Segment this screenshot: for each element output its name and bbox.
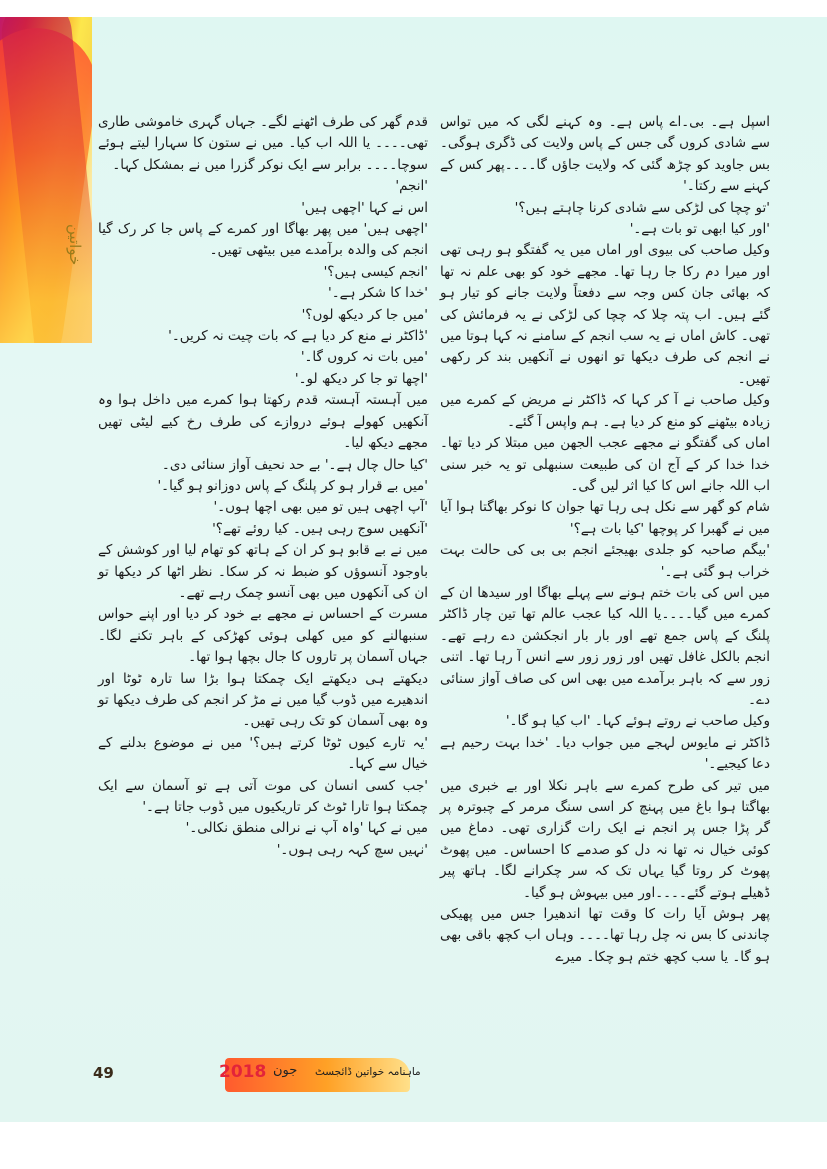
paragraph: 'کیا حال چال ہے۔' بے حد نحیف آواز سنائی دی۔ [161,456,428,473]
paragraph: 'ڈاکٹر نے منع کر دیا ہے کہ بات چیت نہ کریں۔' [168,328,428,345]
paragraph: 'انجم کیسی ہیں؟' [323,263,428,280]
page-footer [75,1054,435,1092]
paragraph: دیکھتے ہی دیکھتے ایک چمکتا ہوا بڑا سا تارہ ٹوٹا اور اندھیرے میں ڈوب گیا میں نے مڑ کر انجم کی طرف دیکھا تو وہ بھی آسمان کو تک رہی تھیں۔ [98,670,428,730]
paragraph: مسرت کے احساس نے مجھے بے خود کر دیا اور اپنے حواس سنبھالنے کو میں کھلی ہوئی کھڑکی کے باہر تکنے لگا۔ جہاں آسمان پر تاروں کا جال بچھا ہوا تھا۔ [98,606,428,666]
paragraph: 'انجم' [395,178,428,195]
paragraph: میں اس کی بات ختم ہونے سے پہلے بھاگا اور سیدھا ان کے کمرے میں گیا۔۔۔۔یا اللہ کیا عجب عالم تھا تین چار ڈاکٹر پلنگ کے پاس جمع تھے اور بار بار انجکشن دے رہے تھے۔ انجم بالکل غافل تھیں اور زور زور سے انس آ رہا تھا۔ اتنی زور سے کہ باہر برآمدے میں بھی اس کی صاف آواز سنائی دے۔ [440,584,770,708]
paragraph: 'اچھا تو جا کر دیکھ لو۔' [294,370,428,387]
paragraph: 'جب کسی انسان کی موت آتی ہے تو آسمان سے ایک چمکتا ہوا تارا ٹوٹ کر تاریکیوں میں ڈوب جاتا ہے۔' [98,777,428,815]
text-column-left [98,112,428,861]
paragraph: وکیل صاحب کی بیوی اور اماں میں یہ گفتگو ہو رہی تھی اور میرا دم رکا جا رہا تھا۔ مجھے خود کو بھی علم نہ تھا کہ بھائی جان کس وجہ سے دفعتاً ولایت جانے کو تیار ہو گئے ہیں۔ اب پتہ چلا کہ چچا کی لڑکی نے یہ فرمائش کی تھی۔ کاش اماں نے یہ سب انجم کے سامنے نہ کہا ہوتا میں نے انجم کی طرف دیکھا تو انھوں نے آنکھیں بند کر رکھی تھیں۔ [440,242,770,387]
paragraph: اس نے کہا 'اچھی ہیں' [301,199,428,216]
paragraph: 'تو چچا کی لڑکی سے شادی کرنا چاہتے ہیں؟' [514,199,770,216]
paragraph: پھر ہوش آیا رات کا وقت تھا اندھیرا جس میں پھیکی چاندنی کا بس نہ چل رہا تھا۔۔۔۔ وہاں اب کچھ باقی بھی ہو گا۔ یا سب کچھ ختم ہو چکا۔ میرے [440,906,770,965]
page-number: 49 [93,1064,114,1082]
paragraph: میں نے کہا 'واہ آپ نے نرالی منطق نکالی۔' [185,820,428,837]
paragraph: 'بیگم صاحبہ کو جلدی بھیجئے انجم بی بی کی حالت بہت خراب ہو گئی ہے۔' [440,542,770,580]
paragraph: شام کو گھر سے نکل ہی رہا تھا جوان کا نوکر بھاگتا ہوا آیا میں نے گھبرا کر پوچھا 'کیا بات ہے؟' [440,499,770,537]
paragraph: 'میں جا کر دیکھ لوں؟' [301,306,428,323]
paragraph: قدم گھر کی طرف اٹھنے لگے۔ جہاں گہری خاموشی طاری تھی۔۔۔۔ یا اللہ اب کیا۔ میں نے ستون کا سہارا لیتے ہوئے سوچا۔۔۔۔ برابر سے ایک نوکر گزرا میں نے بمشکل کہا۔ [98,114,428,173]
paragraph: 'آنکھیں سوج رہی ہیں۔ کیا روئے تھے؟' [212,520,428,537]
paragraph: 'اور کیا ابھی تو بات ہے۔' [629,221,770,238]
decorative-banner [0,17,92,343]
paragraph: میں نے بے قابو ہو کر ان کے ہاتھ کو تھام لیا اور کوشش کے باوجود آنسوؤں کو ضبط نہ کر سکا۔ نظر اٹھا کر دیکھا تو ان کی آنکھوں میں بھی آنسو چمک رہے تھے۔ [98,542,428,601]
paragraph: 'خدا کا شکر ہے۔' [328,285,428,302]
paragraph: میں تیر کی طرح کمرے سے باہر نکلا اور بے خبری میں بھاگتا ہوا باغ میں پہنچ کر اسی سنگ مرمر کے چبوترہ پر گر پڑا جس پر انجم نے ایک رات گزاری تھی۔ دماغ میں کوئی خیال نہ تھا نہ دل کو صدمے کا احساس۔ میں پھوٹ پھوٹ کر روتا گیا یہاں تک کہ سر چکرانے لگا۔ ہاتھ پیر ڈھیلے ہوتے گئے۔۔۔۔اور میں بیہوش ہو گیا۔ [440,777,770,901]
paragraph: اسپل ہے۔ بی۔اے پاس ہے۔ وہ کہنے لگی کہ میں تواس سے شادی کروں گی جس کے پاس ولایت کی ڈگری ہوگی۔ بس جاوید کو چڑھ گئی کہ ولایت جاؤں گا۔۔۔۔پھر کس کے کہنے سے رکتا۔' [440,114,770,195]
paragraph: میں آہستہ آہستہ قدم رکھتا ہوا کمرے میں داخل ہوا وہ آنکھیں کھولے ہوئے دروازے کی طرف رخ کیے لیٹی تھیں مجھے دیکھ لیا۔ [98,392,428,452]
paragraph: 'نہیں سچ کہہ رہی ہوں۔' [276,841,428,858]
paragraph: 'یہ تارے کیوں ٹوٹا کرتے ہیں؟' میں نے موضوع بدلنے کے خیال سے کہا۔ [98,734,428,773]
issue-month: جون [273,1063,298,1078]
paragraph: وکیل صاحب نے آ کر کہا کہ ڈاکٹر نے مریض کے کمرے میں زیادہ بیٹھنے کو منع کر دیا ہے۔ ہم واپس آ گئے۔ [440,392,770,430]
magazine-logo: خواتین [66,224,84,266]
paragraph: ڈاکٹر نے مایوس لہجے میں جواب دیا۔ 'خدا بہت رحیم ہے دعا کیجیے۔' [440,734,770,773]
paragraph: اماں کی گفتگو نے مجھے عجب الجھن میں مبتلا کر دیا تھا۔ خدا خدا کر کے آج ان کی طبیعت سنبھلی تو یہ خبر سنی اب اللہ جانے اس کا کیا اثر لیں گی۔ [440,435,770,494]
paragraph: 'اچھی ہیں' میں پھر بھاگا اور کمرے کے پاس جا کر رک گیا انجم کی والدہ برآمدے میں بیٹھی تھیں۔ [98,221,428,259]
paragraph: 'میں بات نہ کروں گا۔' [300,349,428,366]
magazine-name: ماہنامہ خواتین ڈائجسٹ [315,1066,421,1078]
paragraph: 'آپ اچھی ہیں تو میں بھی اچھا ہوں۔' [213,499,428,516]
issue-year: 2018 [219,1062,267,1082]
paragraph: 'میں بے قرار ہو کر پلنگ کے پاس دوزانو ہو گیا۔' [157,477,428,494]
paragraph: وکیل صاحب نے روتے ہوئے کہا۔ 'اب کیا ہو گا۔' [505,713,770,730]
text-column-right [440,112,770,968]
